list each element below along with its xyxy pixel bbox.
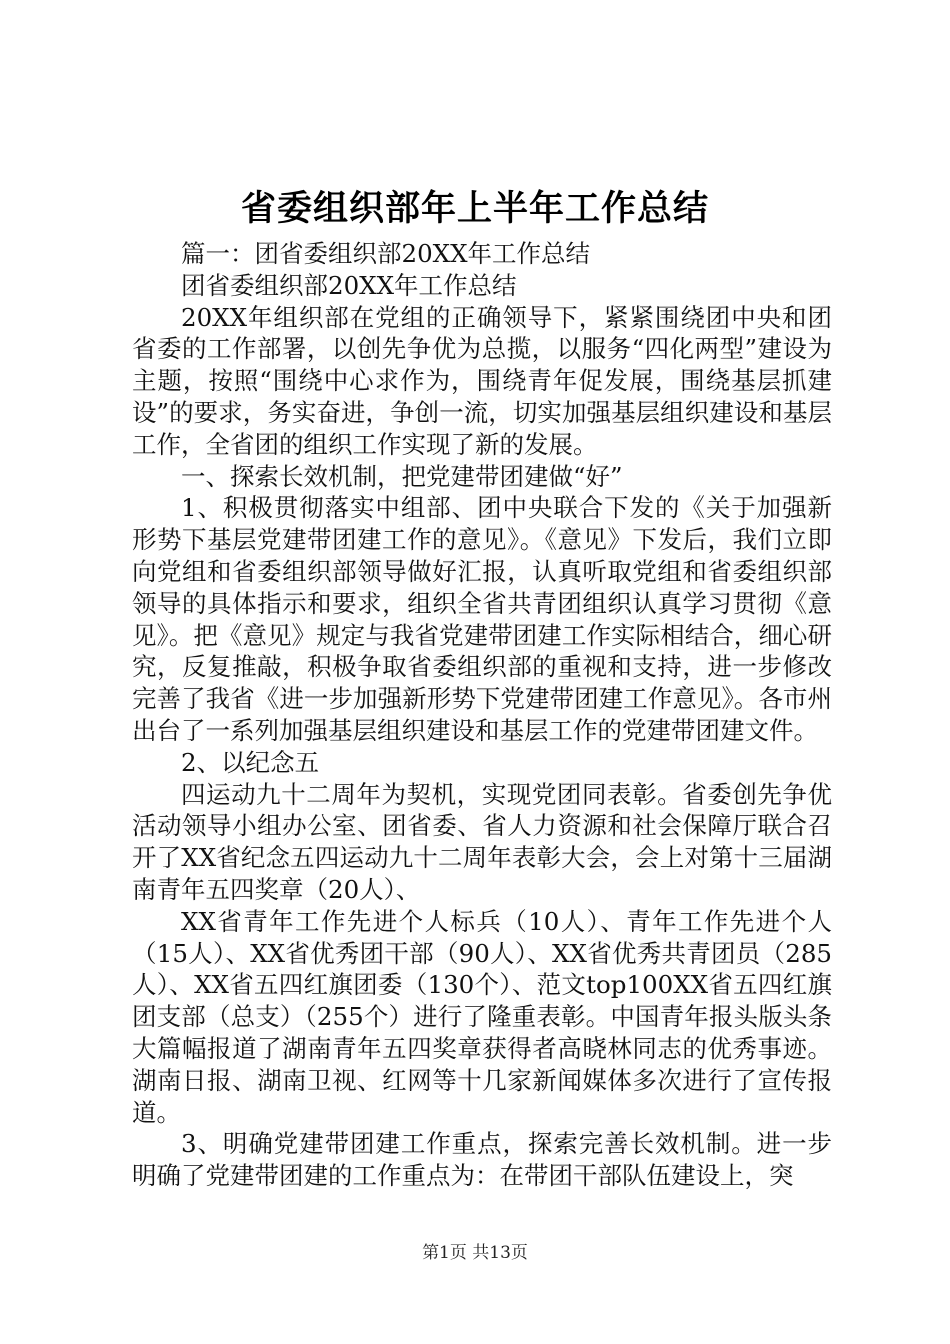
paragraph-intro: 20XX年组织部在党组的正确领导下，紧紧围绕团中央和团省委的工作部署，以创先争优为总揽，以服务“四化两型”建设为主题，按照“围绕中心求作为，围绕青年促发展，围绕基层抓建设”的要求，务实奋进，争创一流，切实加强基层组织建设和基层工作，全省团的组织工作实现了新的发展。 bbox=[132, 302, 832, 459]
paragraph-awards: XX省青年工作先进个人标兵（10人）、青年工作先进个人（15人）、XX省优秀团干部（90人）、XX省优秀共青团员（285人）、XX省五四红旗团委（130个）、范文top100XX省五四红旗团支部（总支）（255个）进行了隆重表彰。中国青年报头版头条大篇幅报道了湖南青年五四奖章获得者高晓林同志的优秀事迹。湖南日报、湖南卫视、红网等十几家新闻媒体多次进行了宣传报道。 bbox=[132, 906, 832, 1127]
paragraph-item-2-continued: 四运动九十二周年为契机，实现党团同表彰。省委创先争优活动领导小组办公室、团省委、省人力资源和社会保障厅联合召开了XX省纪念五四运动九十二周年表彰大会，会上对第十三届湖南青年五四奖章（20人）、 bbox=[132, 779, 832, 904]
paragraph-item-2-start: 2、以纪念五 bbox=[181, 747, 320, 777]
paragraph-heading-one: 一、探索长效机制，把党建带团建做“好” bbox=[181, 461, 623, 491]
paragraph-item-1: 1、积极贯彻落实中组部、团中央联合下发的《关于加强新形势下基层党建带团建工作的意见》。《意见》下发后，我们立即向党组和省委组织部领导做好汇报，认真听取党组和省委组织部领导的具体指示和要求，组织全省共青团组织认真学习贯彻《意见》。把《意见》规定与我省党建带团建工作实际相结合，细心研究，反复推敲，积极争取省委组织部的重视和支持，进一步修改完善了我省《进一步加强新形势下党建带团建工作意见》。各市州出台了一系列加强基层组织建设和基层工作的党建带团建文件。 bbox=[132, 493, 832, 745]
document-body bbox=[132, 238, 832, 1192]
paragraph-section-heading: 篇一：团省委组织部20XX年工作总结 bbox=[181, 239, 591, 268]
page-footer: 第1页 共13页 bbox=[422, 1243, 528, 1263]
paragraph-subtitle: 团省委组织部20XX年工作总结 bbox=[181, 270, 517, 300]
paragraph-item-3: 3、明确党建带团建工作重点，探索完善长效机制。进一步明确了党建带团建的工作重点为：在带团干部队伍建设上，突 bbox=[132, 1129, 832, 1191]
document-title: 省委组织部年上半年工作总结 bbox=[240, 188, 709, 229]
